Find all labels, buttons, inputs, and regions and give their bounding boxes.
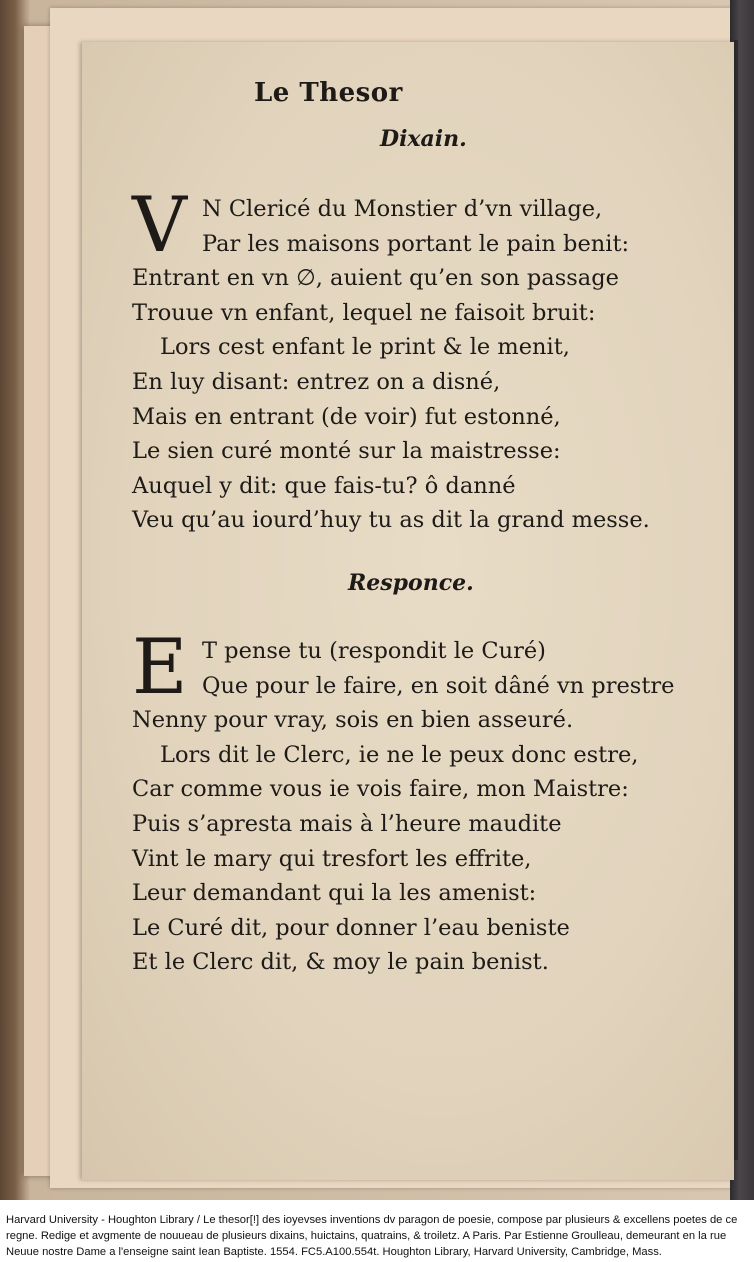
poem-line: Et le Clerc dit, & moy le pain benist. (132, 949, 549, 976)
poem-line: Le Curé dit, pour donner l’eau beniste (132, 914, 570, 941)
poem-line-text: N Clericé du Monstier d’vn village, (202, 196, 603, 222)
poem-line-text: T pense tu (respondit le Curé) (202, 638, 546, 664)
responce-poem (132, 622, 675, 980)
image-caption: Harvard University - Houghton Library / Le thesor[!] des ioyevses inventions dv paragon de poesie, compose par plusieurs & excellens poetes de ce regne. Redige et avgmente de nouueau de plusieurs dixains, huictains, quatrains, & troiletz. A Paris. Par Estienne Groulleau, demeurant en la rue Neuue nostre Dame a l'enseigne saint Iean Baptiste. 1554. FC5.A100.554t. Houghton Library, Harvard University, Cambridge, Mass. (6, 1214, 738, 1258)
poem-line: Lors cest enfant le print & le menit, (160, 334, 570, 361)
poem-line: Mais en entrant (de voir) fut estonné, (132, 403, 561, 430)
poem-line: Car comme vous ie vois faire, mon Maistre: (132, 776, 629, 803)
poem-line: Lors dit le Clerc, ie ne le peux donc estre, (160, 741, 639, 768)
poem-line: Entrant en vn ∅, auient qu’en son passage (132, 265, 619, 292)
poem-line: Que pour le faire, en soit dâné vn prestre (202, 672, 675, 699)
responce-title: Responce. (348, 570, 474, 596)
poem-line: Par les maisons portant le pain benit: (202, 230, 630, 257)
dixain-title: Dixain. (380, 126, 467, 152)
page-text-block (82, 42, 734, 1180)
drop-cap-e: E (132, 622, 188, 711)
poem-line: Veu qu’au iourd’huy tu as dit la grand messe. (132, 507, 650, 534)
running-head: Le Thesor (254, 78, 403, 108)
poem-line: Nenny pour vray, sois en bien asseuré. (132, 707, 574, 734)
book-page (82, 42, 734, 1180)
dixain-poem (132, 180, 650, 538)
poem-line: En luy disant: entrez on a disné, (132, 368, 501, 395)
poem-line: Trouue vn enfant, lequel ne faisoit bruit: (132, 299, 596, 326)
poem-line: Leur demandant qui la les amenist: (132, 880, 537, 907)
drop-cap-v: V (132, 180, 187, 269)
poem-line: Puis s’apresta mais à l’heure maudite (132, 810, 562, 837)
poem-line: Vint le mary qui tresfort les effrite, (132, 845, 532, 872)
poem-line: Le sien curé monté sur la maistresse: (132, 438, 561, 465)
poem-line: Auquel y dit: que fais-tu? ô danné (132, 472, 516, 499)
